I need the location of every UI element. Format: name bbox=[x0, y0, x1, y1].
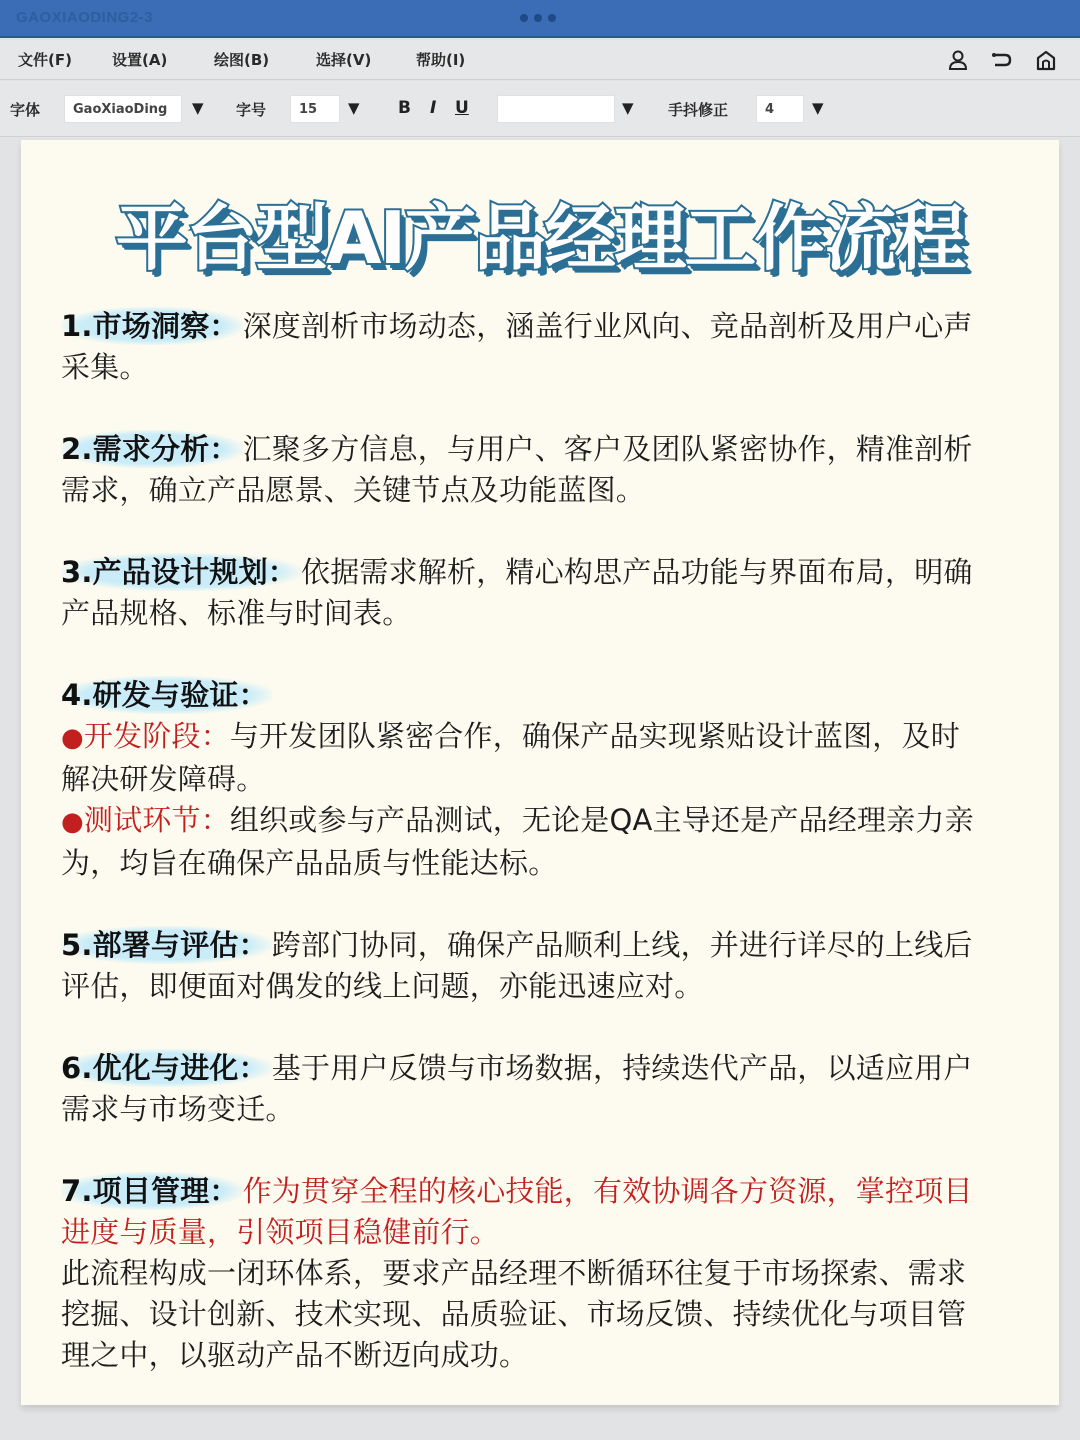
bullet-text: 为，均旨在确保产品品质与性能达标。 bbox=[61, 846, 558, 880]
section-optimize-evolve bbox=[61, 1048, 1021, 1130]
section-text: 依据需求解析，精心构思产品功能与界面布局，明确 bbox=[301, 555, 973, 589]
menu-file[interactable]: 文件(F) bbox=[18, 51, 72, 69]
bullet-text: 组织或参与产品测试，无论是QA主导还是产品经理亲力亲 bbox=[229, 803, 974, 837]
underline-button[interactable]: U bbox=[455, 98, 469, 118]
section-heading: 3.产品设计规划： bbox=[61, 553, 301, 591]
document-title: 平台型AI产品经理工作流程 bbox=[115, 196, 965, 280]
bullet-icon: ● bbox=[61, 723, 84, 753]
home-icon[interactable] bbox=[1034, 48, 1058, 72]
font-size-select[interactable]: 15 bbox=[290, 95, 340, 123]
font-family-dropdown-icon[interactable]: ▼ bbox=[192, 99, 204, 117]
window-title: GAOXIAODING2-3 bbox=[16, 9, 154, 26]
menu-select[interactable]: 选择(V) bbox=[316, 51, 372, 69]
section-text-highlighted: 作为贯穿全程的核心技能，有效协调各方资源，掌控项目 bbox=[242, 1174, 973, 1208]
section-deploy-evaluate bbox=[61, 925, 1021, 1007]
bullet-text: 解决研发障碍。 bbox=[61, 762, 266, 796]
section-heading: 7.项目管理： bbox=[61, 1172, 243, 1210]
menu-settings[interactable]: 设置(A) bbox=[112, 51, 168, 69]
stabilizer-dropdown-icon[interactable]: ▼ bbox=[812, 99, 824, 117]
section-text: 跨部门协同，确保产品顺利上线，并进行详尽的上线后 bbox=[271, 928, 973, 962]
section-heading: 5.部署与评估： bbox=[61, 926, 272, 964]
font-size-label: 字号 bbox=[236, 101, 267, 119]
section-dev-verification bbox=[61, 675, 1021, 884]
section-text: 基于用户反馈与市场数据，持续迭代产品，以适应用户 bbox=[271, 1051, 973, 1085]
menu-draw[interactable]: 绘图(B) bbox=[214, 51, 270, 69]
stabilizer-select[interactable]: 4 bbox=[756, 95, 804, 123]
section-text: 产品规格、标准与时间表。 bbox=[61, 596, 412, 630]
section-text: 采集。 bbox=[61, 350, 149, 384]
italic-button[interactable]: I bbox=[430, 98, 437, 118]
bullet-label: 开发阶段： bbox=[83, 719, 230, 753]
section-text: 需求与市场变迁。 bbox=[61, 1092, 295, 1126]
undo-icon[interactable] bbox=[990, 48, 1014, 72]
section-heading: 4.研发与验证： bbox=[61, 676, 272, 714]
menu-help[interactable]: 帮助(I) bbox=[416, 51, 466, 69]
document-body bbox=[61, 306, 1021, 1417]
summary-text: 理之中，以驱动产品不断迈向成功。 bbox=[61, 1338, 529, 1372]
dot-icon bbox=[520, 14, 528, 22]
dot-icon bbox=[534, 14, 542, 22]
format-toolbar bbox=[0, 81, 1080, 137]
color-dropdown-icon[interactable]: ▼ bbox=[622, 99, 634, 117]
section-market-insight bbox=[61, 306, 1021, 388]
section-text: 需求，确立产品愿景、关键节点及功能蓝图。 bbox=[61, 473, 646, 507]
window-controls-menu[interactable] bbox=[520, 14, 556, 22]
font-family-select[interactable]: GaoXiaoDing bbox=[64, 95, 182, 123]
section-requirement-analysis bbox=[61, 429, 1021, 511]
section-heading: 1.市场洞察： bbox=[61, 307, 243, 345]
font-label: 字体 bbox=[10, 101, 41, 119]
stabilizer-label: 手抖修正 bbox=[668, 101, 729, 119]
section-text: 汇聚多方信息，与用户、客户及团队紧密协作，精准剖析 bbox=[242, 432, 973, 466]
section-text: 评估，即便面对偶发的线上问题，亦能迅速应对。 bbox=[61, 969, 704, 1003]
window-titlebar bbox=[0, 0, 1080, 38]
user-icon[interactable] bbox=[946, 48, 970, 72]
section-heading: 6.优化与进化： bbox=[61, 1049, 272, 1087]
section-text-highlighted: 进度与质量，引领项目稳健前行。 bbox=[61, 1215, 500, 1249]
section-text: 深度剖析市场动态，涵盖行业风向、竞品剖析及用户心声 bbox=[242, 309, 973, 343]
bullet-text: 与开发团队紧密合作，确保产品实现紧贴设计蓝图，及时 bbox=[229, 719, 960, 753]
section-project-management bbox=[61, 1171, 1021, 1376]
dot-icon bbox=[548, 14, 556, 22]
bullet-icon: ● bbox=[61, 807, 84, 837]
section-heading: 2.需求分析： bbox=[61, 430, 243, 468]
color-select[interactable] bbox=[497, 95, 615, 123]
summary-text: 此流程构成一闭环体系，要求产品经理不断循环往复于市场探索、需求 bbox=[61, 1256, 967, 1290]
document-canvas[interactable] bbox=[21, 140, 1059, 1405]
bold-button[interactable]: B bbox=[398, 98, 411, 118]
summary-text: 挖掘、设计创新、技术实现、品质验证、市场反馈、持续优化与项目管 bbox=[61, 1297, 967, 1331]
section-product-design bbox=[61, 552, 1021, 634]
bullet-label: 测试环节： bbox=[83, 803, 230, 837]
menu-bar bbox=[0, 40, 1080, 80]
font-size-dropdown-icon[interactable]: ▼ bbox=[348, 99, 360, 117]
